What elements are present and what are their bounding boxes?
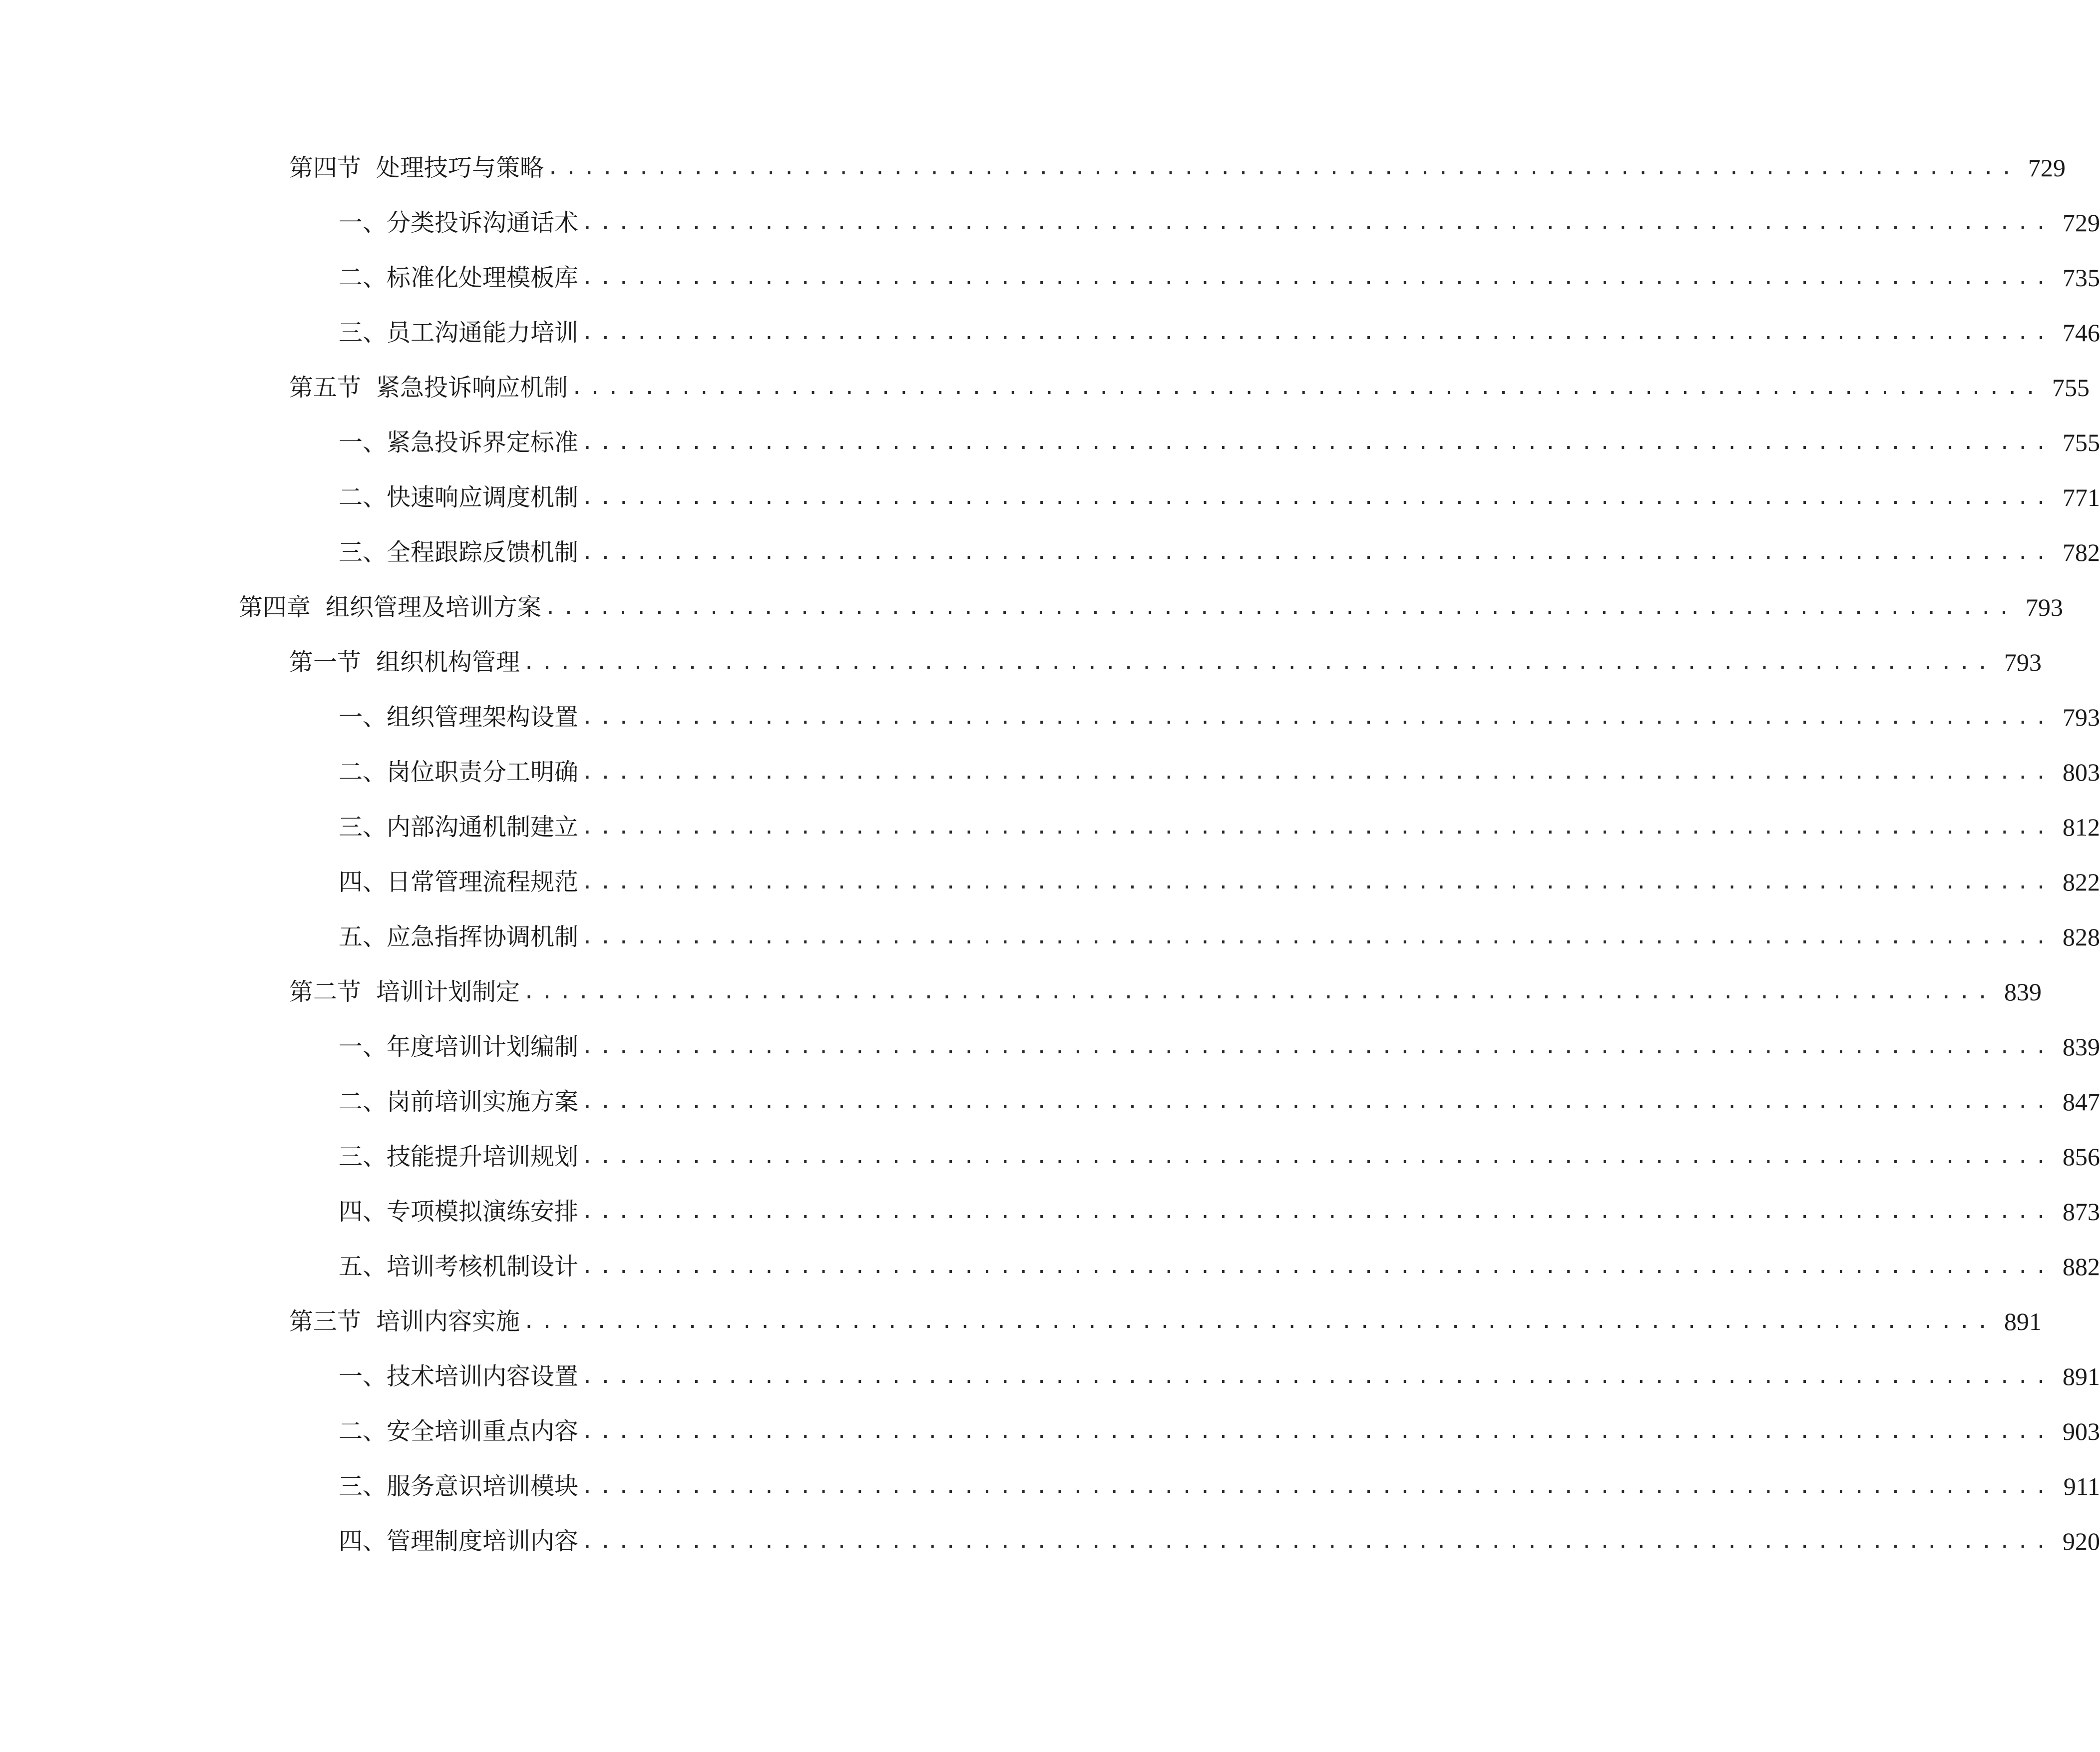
dot-leader: .................................................................................: [581, 431, 2053, 454]
toc-entry-title: 服务意识培训模块: [387, 1472, 579, 1500]
dot-leader: .................................................................................: [523, 1310, 1995, 1333]
dot-leader: .................................................................................: [581, 211, 2053, 234]
dot-leader: .................................................................................: [581, 1530, 2053, 1553]
dot-leader: .................................................................................: [581, 321, 2053, 344]
toc-entry-page-number: 891: [2004, 1308, 2042, 1335]
toc-entry[interactable]: [0, 415, 2100, 470]
toc-entry-page-number: 729: [2028, 154, 2066, 182]
toc-entry[interactable]: [0, 305, 2100, 360]
toc-entry-page-number: 729: [2062, 209, 2100, 237]
toc-entry-title: 技能提升培训规划: [387, 1143, 579, 1171]
dot-leader: .................................................................................: [581, 761, 2053, 784]
toc-entry-page-number: 873: [2062, 1198, 2100, 1226]
toc-entry-page-number: 803: [2062, 758, 2100, 786]
toc-entry-number: 三、: [339, 813, 387, 841]
dot-leader: .................................................................................: [581, 1420, 2053, 1443]
dot-leader: .................................................................................: [523, 980, 1995, 1003]
dot-leader: .................................................................................: [581, 266, 2053, 289]
toc-entry-number: 一、: [339, 209, 387, 237]
toc-entry-number: 一、: [339, 1033, 387, 1061]
toc-entry-page-number: 746: [2062, 319, 2100, 347]
dot-leader: .................................................................................: [581, 1200, 2053, 1223]
toc-entry[interactable]: [0, 1349, 2100, 1404]
toc-entry[interactable]: [0, 1019, 2100, 1074]
toc-entry-number: 三、: [339, 319, 387, 347]
toc-entry-page-number: 793: [2004, 648, 2042, 676]
toc-entry-page-number: 903: [2062, 1417, 2100, 1445]
toc-entry-page-number: 755: [2052, 374, 2090, 402]
dot-leader: .................................................................................: [544, 596, 2016, 619]
toc-entry[interactable]: [0, 360, 2090, 415]
toc-entry-title: 技术培训内容设置: [387, 1362, 579, 1390]
toc-entry-page-number: 812: [2062, 813, 2100, 841]
toc-entry-number: 二、: [339, 264, 387, 292]
toc-entry[interactable]: [0, 140, 2066, 195]
table-of-contents: [0, 140, 2100, 1569]
toc-entry-title: 专项模拟演练安排: [387, 1198, 579, 1226]
toc-entry-number: 三、: [339, 538, 387, 566]
toc-entry-number: 四、: [339, 868, 387, 896]
toc-entry-title: 紧急投诉界定标准: [387, 429, 579, 456]
toc-entry-number: 第二节: [289, 978, 362, 1006]
toc-entry-number: 二、: [339, 483, 387, 511]
toc-entry[interactable]: [0, 470, 2100, 525]
toc-entry-title: 快速响应调度机制: [387, 483, 579, 511]
dot-leader: .................................................................................: [581, 871, 2053, 893]
toc-entry[interactable]: [0, 1239, 2100, 1294]
toc-entry-page-number: 793: [2025, 593, 2063, 621]
toc-entry-title: 全程跟踪反馈机制: [387, 538, 579, 566]
toc-entry-number: 第四章: [239, 593, 311, 621]
toc-entry-title: 管理制度培训内容: [387, 1527, 579, 1555]
toc-entry-number: 四、: [339, 1198, 387, 1226]
toc-entry[interactable]: [0, 690, 2100, 745]
toc-entry-number: 二、: [339, 1088, 387, 1116]
toc-entry-number: 第一节: [289, 648, 362, 676]
toc-entry-page-number: 793: [2062, 703, 2100, 731]
toc-entry[interactable]: [0, 745, 2100, 800]
toc-entry-page-number: 839: [2004, 978, 2042, 1006]
toc-entry[interactable]: [0, 1129, 2100, 1184]
toc-entry[interactable]: [0, 855, 2100, 909]
dot-leader: .................................................................................: [523, 651, 1995, 674]
dot-leader: .................................................................................: [581, 1365, 2053, 1388]
toc-entry-title: 应急指挥协调机制: [387, 923, 579, 951]
toc-entry[interactable]: [0, 635, 2042, 690]
dot-leader: .................................................................................: [581, 816, 2053, 839]
toc-entry[interactable]: [0, 195, 2100, 250]
dot-leader: .................................................................................: [581, 541, 2053, 564]
toc-entry-title: 岗位职责分工明确: [387, 758, 579, 786]
toc-entry-number: 三、: [339, 1472, 387, 1500]
toc-entry[interactable]: [0, 964, 2042, 1019]
toc-entry-title: 岗前培训实施方案: [387, 1088, 579, 1116]
toc-entry-page-number: 911: [2063, 1472, 2100, 1500]
toc-entry-page-number: 735: [2062, 264, 2100, 292]
toc-entry[interactable]: [0, 909, 2100, 964]
toc-entry[interactable]: [0, 800, 2100, 855]
toc-entry[interactable]: [0, 580, 2063, 635]
toc-entry[interactable]: [0, 525, 2100, 580]
dot-leader: .................................................................................: [581, 1255, 2053, 1278]
dot-leader: .................................................................................: [581, 1035, 2053, 1058]
toc-entry[interactable]: [0, 1184, 2100, 1239]
toc-entry-page-number: 856: [2062, 1143, 2100, 1171]
dot-leader: .................................................................................: [571, 376, 2043, 399]
toc-entry-page-number: 822: [2062, 868, 2100, 896]
toc-entry[interactable]: [0, 1514, 2100, 1569]
toc-entry-title: 处理技巧与策略: [376, 154, 544, 182]
dot-leader: .................................................................................: [581, 1145, 2053, 1168]
dot-leader: .................................................................................: [581, 706, 2053, 729]
toc-entry-title: 组织管理架构设置: [387, 703, 579, 731]
toc-entry-title: 标准化处理模板库: [387, 264, 579, 292]
toc-entry-page-number: 847: [2062, 1088, 2100, 1116]
toc-entry[interactable]: [0, 1074, 2100, 1129]
toc-entry-number: 四、: [339, 1527, 387, 1555]
toc-entry-page-number: 839: [2062, 1033, 2100, 1061]
toc-entry[interactable]: [0, 1459, 2100, 1514]
toc-entry-number: 一、: [339, 703, 387, 731]
toc-entry-number: 第五节: [289, 374, 362, 402]
toc-entry-number: 二、: [339, 758, 387, 786]
toc-entry-page-number: 828: [2062, 923, 2100, 951]
toc-entry-page-number: 771: [2062, 483, 2100, 511]
dot-leader: .................................................................................: [581, 1475, 2053, 1498]
toc-entry-page-number: 755: [2062, 429, 2100, 456]
toc-entry-number: 三、: [339, 1143, 387, 1171]
toc-entry-page-number: 891: [2062, 1362, 2100, 1390]
toc-entry-number: 五、: [339, 923, 387, 951]
toc-entry-number: 第三节: [289, 1308, 362, 1335]
toc-entry-title: 日常管理流程规范: [387, 868, 579, 896]
dot-leader: .................................................................................: [547, 156, 2019, 179]
toc-entry-number: 一、: [339, 429, 387, 456]
toc-entry[interactable]: [0, 1404, 2100, 1459]
toc-entry-title: 组织管理及培训方案: [326, 593, 542, 621]
toc-entry[interactable]: [0, 1294, 2042, 1349]
toc-entry-title: 安全培训重点内容: [387, 1417, 579, 1445]
toc-entry-title: 培训考核机制设计: [387, 1253, 579, 1281]
toc-entry-title: 培训计划制定: [376, 978, 520, 1006]
toc-entry-number: 第四节: [289, 154, 362, 182]
toc-entry-title: 培训内容实施: [376, 1308, 520, 1335]
toc-entry-title: 内部沟通机制建立: [387, 813, 579, 841]
toc-entry-number: 一、: [339, 1362, 387, 1390]
toc-entry-title: 员工沟通能力培训: [387, 319, 579, 347]
toc-entry-number: 二、: [339, 1417, 387, 1445]
toc-entry-title: 紧急投诉响应机制: [376, 374, 568, 402]
dot-leader: .................................................................................: [581, 925, 2053, 948]
toc-entry-page-number: 782: [2062, 538, 2100, 566]
toc-entry-title: 分类投诉沟通话术: [387, 209, 579, 237]
dot-leader: .................................................................................: [581, 1090, 2053, 1113]
toc-entry-title: 组织机构管理: [376, 648, 520, 676]
toc-entry-number: 五、: [339, 1253, 387, 1281]
dot-leader: .................................................................................: [581, 486, 2053, 509]
toc-entry-title: 年度培训计划编制: [387, 1033, 579, 1061]
toc-entry-page-number: 882: [2062, 1253, 2100, 1281]
toc-entry-page-number: 920: [2062, 1527, 2100, 1555]
toc-entry[interactable]: [0, 250, 2100, 305]
